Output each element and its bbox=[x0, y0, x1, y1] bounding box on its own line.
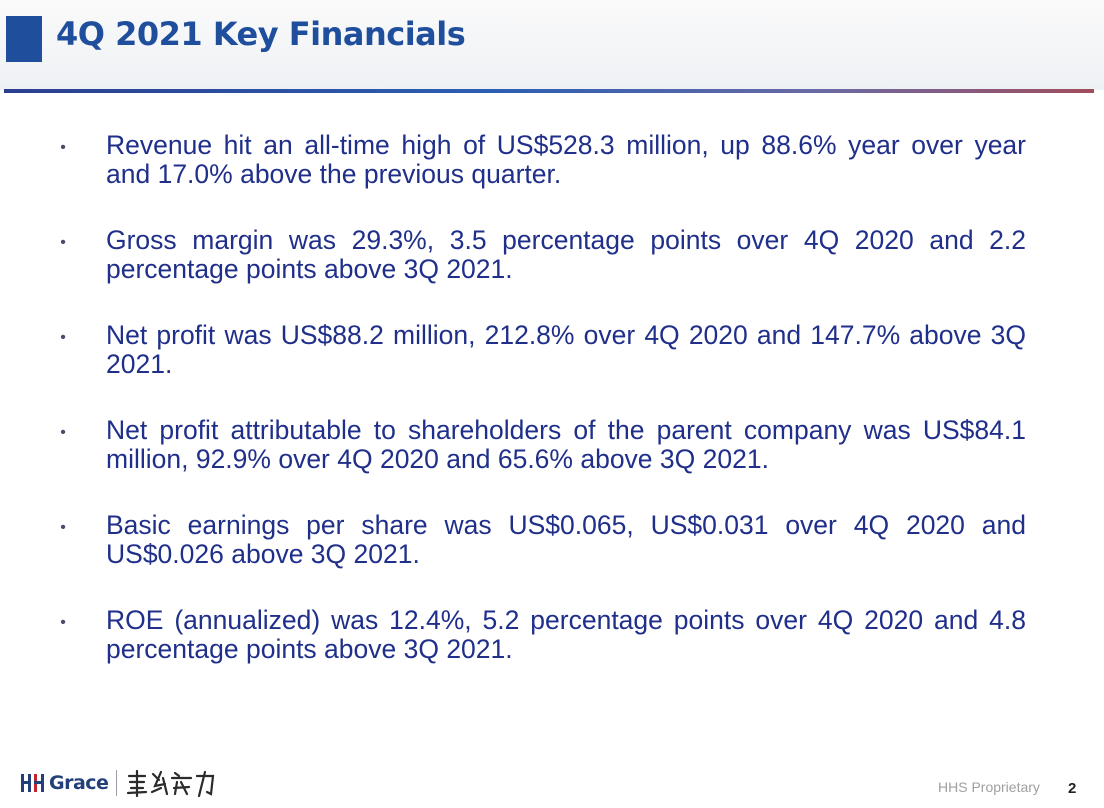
proprietary-label: HHS Proprietary bbox=[938, 779, 1040, 795]
bullet-dot: • bbox=[60, 329, 66, 346]
bullet-item-net-profit-attributable bbox=[60, 416, 1026, 474]
bullet-dot: • bbox=[60, 139, 66, 156]
bullet-item-roe bbox=[60, 606, 1026, 664]
slide-title: 4Q 2021 Key Financials bbox=[56, 15, 466, 53]
page-number: 2 bbox=[1068, 780, 1077, 797]
company-logo bbox=[20, 768, 217, 798]
logo-wordmark: Grace bbox=[49, 772, 109, 794]
bullet-item-gross-margin bbox=[60, 226, 1026, 284]
bullet-list bbox=[60, 131, 1026, 701]
logo-divider bbox=[116, 770, 117, 796]
bullet-item-net-profit bbox=[60, 321, 1026, 379]
bullet-text: Revenue hit an all-time high of US$528.3 million, up 88.6% year over year and 17.0% above the previous quarter. bbox=[106, 130, 1026, 189]
bullet-text: ROE (annualized) was 12.4%, 5.2 percentage points over 4Q 2020 and 4.8 percentage points above 3Q 2021. bbox=[106, 605, 1026, 664]
bullet-item-revenue bbox=[60, 131, 1026, 189]
bullet-text: Net profit attributable to shareholders of the parent company was US$84.1 million, 92.9% over 4Q 2020 and 65.6% above 3Q 2021. bbox=[106, 415, 1026, 474]
title-accent-block bbox=[6, 16, 42, 62]
logo-hh-icon bbox=[20, 772, 48, 794]
bullet-item-eps bbox=[60, 511, 1026, 569]
bullet-text: Basic earnings per share was US$0.065, US$0.031 over 4Q 2020 and US$0.026 above 3Q 2021. bbox=[106, 510, 1026, 569]
bullet-dot: • bbox=[60, 234, 66, 251]
logo-chinese-calligraphy bbox=[125, 768, 217, 798]
bullet-dot: • bbox=[60, 614, 66, 631]
bullet-text: Net profit was US$88.2 million, 212.8% over 4Q 2020 and 147.7% above 3Q 2021. bbox=[106, 320, 1026, 379]
bullet-text: Gross margin was 29.3%, 3.5 percentage points over 4Q 2020 and 2.2 percentage points above 3Q 2021. bbox=[106, 225, 1026, 284]
title-underline-rule bbox=[4, 89, 1094, 93]
bullet-dot: • bbox=[60, 424, 66, 441]
bullet-dot: • bbox=[60, 519, 66, 536]
